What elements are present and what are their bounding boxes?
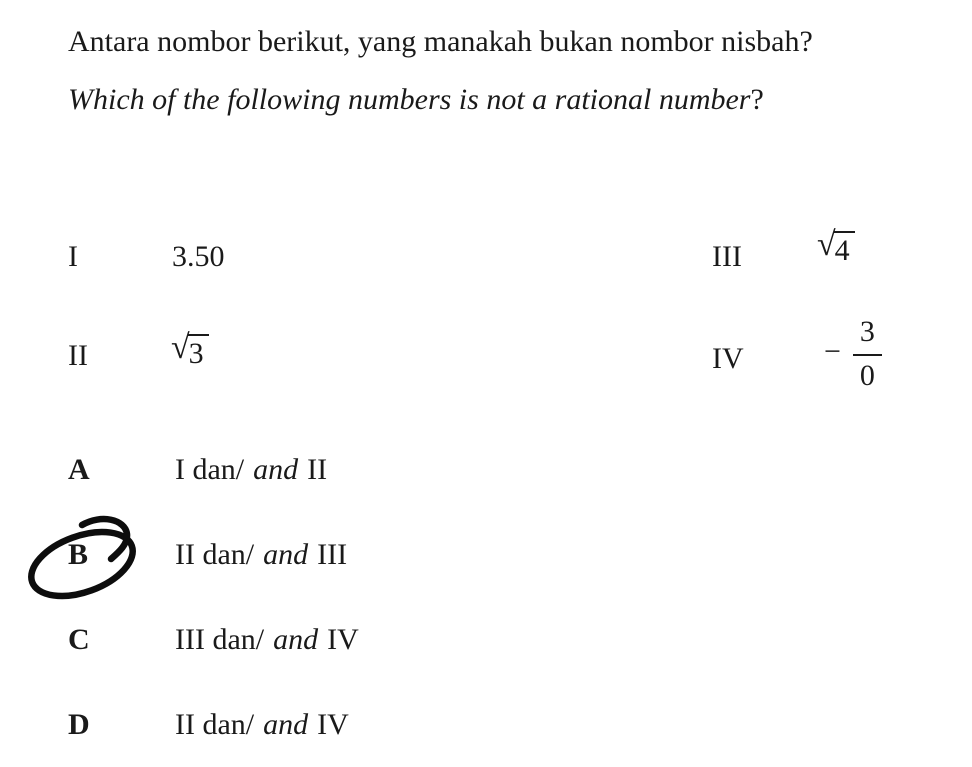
option-a-conj: and [253,453,299,486]
option-b-text [175,538,347,572]
minus-sign: − [824,335,841,368]
statement-1-numeral: I [68,240,78,273]
statement-2-numeral: II [68,339,88,372]
statement-3-value-sqrt4 [817,226,855,267]
option-d-text [175,708,349,742]
option-c-letter: C [68,623,90,656]
option-a-text [175,453,327,487]
statement-2-value-sqrt3 [171,329,209,370]
option-d-tail: IV [317,708,349,741]
option-d-conj: and [263,708,309,741]
radicand: 3 [188,334,209,370]
option-a-tail: II [307,453,328,486]
option-d-letter: D [68,708,90,741]
option-b-letter: B [68,538,89,571]
fraction-numerator: 3 [853,315,882,356]
option-b-pre: II dan/ [175,538,255,571]
option-c-tail: IV [327,623,359,656]
option-c-text [175,623,359,657]
pen-tail-stroke [82,519,127,559]
radical-sign: √ [817,226,836,263]
question-text-malay: Antara nombor berikut, yang manakah bukan nombor nisbah? [68,25,813,58]
question-text-english-italic: Which of the following numbers is not a rational number [68,83,751,116]
option-a-letter: A [68,453,90,486]
option-a-pre: I dan/ [175,453,245,486]
option-b-conj: and [263,538,309,571]
fraction [853,315,882,393]
option-d-pre: II dan/ [175,708,255,741]
statement-4-value-fraction [824,315,882,393]
option-c-conj: and [273,623,319,656]
option-b-tail: III [317,538,348,571]
statement-3-numeral: III [712,240,742,273]
question-text-english-qmark: ? [750,83,764,116]
fraction-denominator: 0 [859,358,875,392]
answer-circle-annotation [22,514,148,608]
statement-1-value: 3.50 [172,240,225,273]
question-text-english [68,82,764,118]
statement-4-numeral: IV [712,342,744,375]
radicand: 4 [834,231,855,267]
option-c-pre: III dan/ [175,623,265,656]
radical-sign: √ [171,329,190,366]
